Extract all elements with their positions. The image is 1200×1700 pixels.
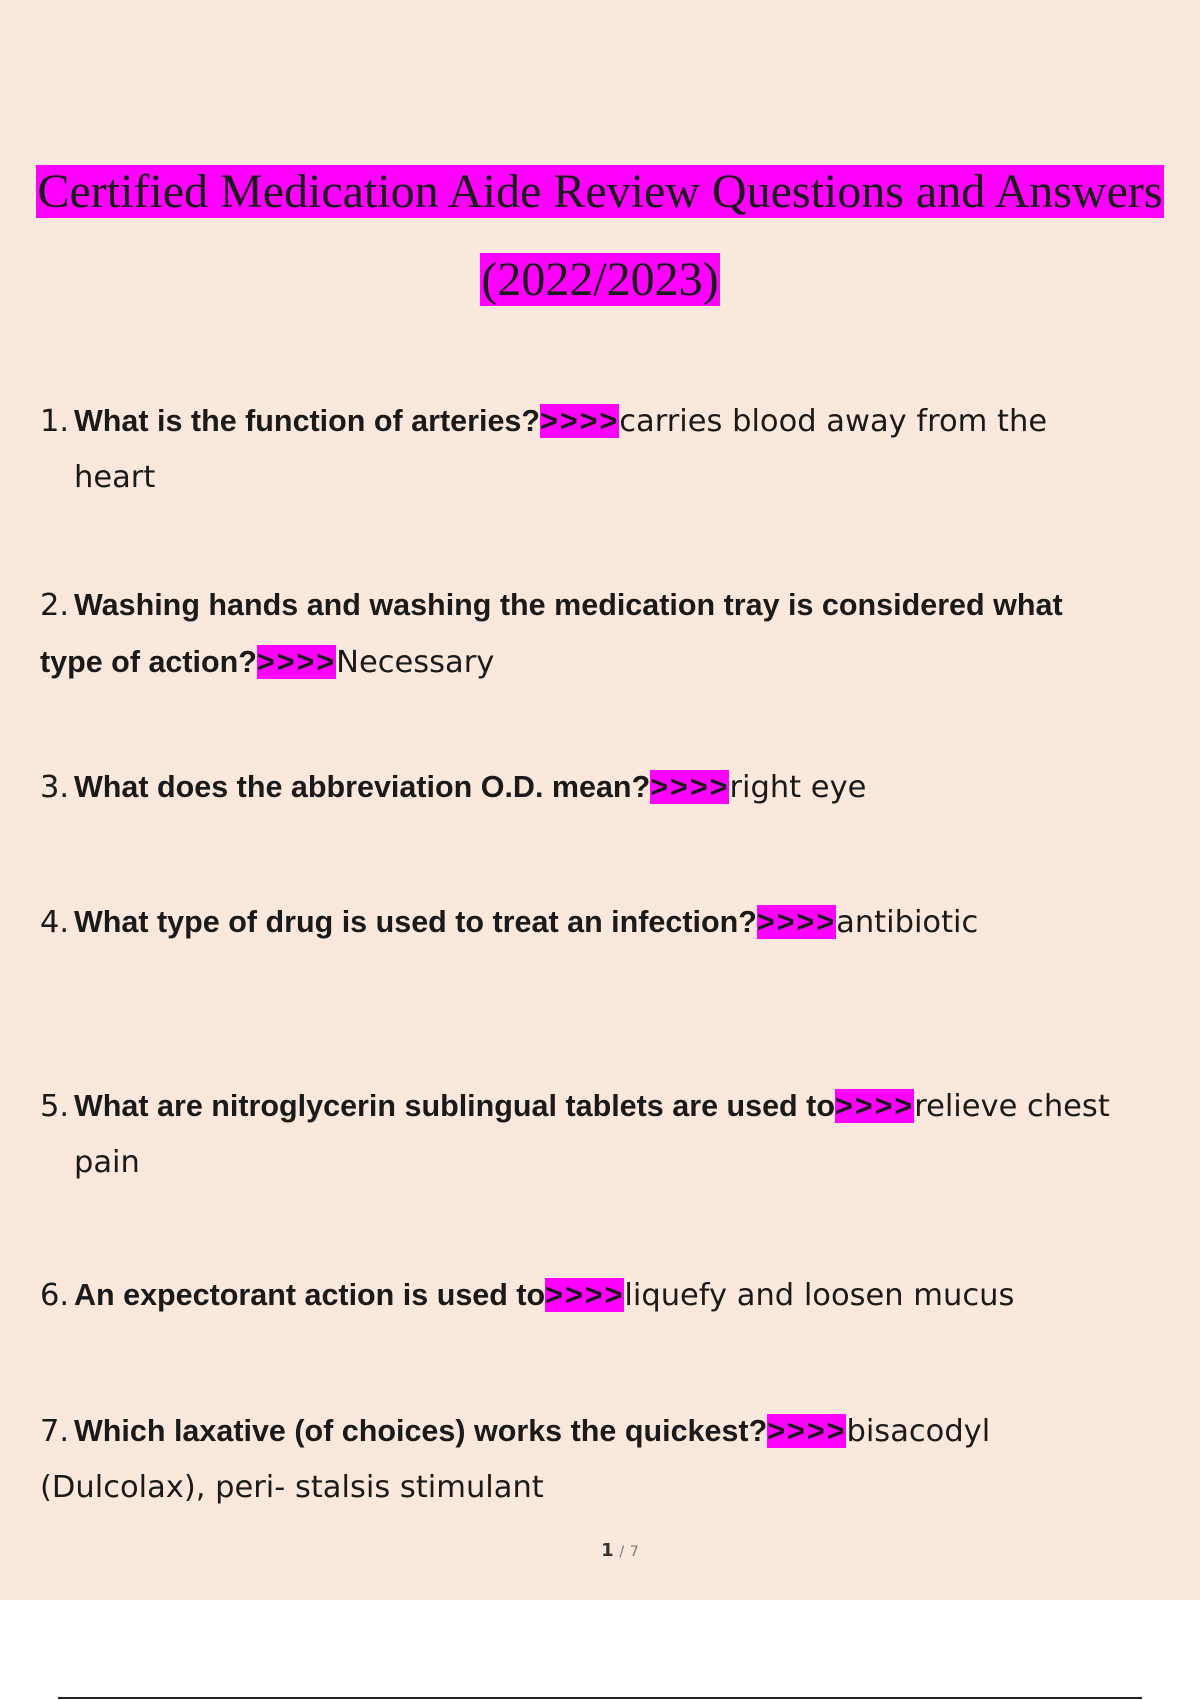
question-text: Washing hands and washing the medication tray is considered what	[74, 588, 1063, 622]
answer-separator: >>>>	[650, 770, 730, 804]
answer-text: antibiotic	[836, 905, 979, 940]
question-item-6	[40, 1267, 1190, 1324]
question-text-continued: type of action?	[40, 645, 257, 679]
document-title	[0, 148, 1200, 324]
question-text: What are nitroglycerin sublingual tablets are used to	[74, 1089, 835, 1123]
question-number: 1.	[40, 404, 70, 439]
answer-separator: >>>>	[756, 905, 837, 939]
title-line-2: (2022/2023)	[481, 253, 719, 306]
answer-text: relieve chest	[914, 1089, 1110, 1124]
answer-text: right eye	[729, 770, 867, 805]
answer-text-continued: pain	[74, 1145, 140, 1180]
question-text: What type of drug is used to treat an infection?	[74, 905, 757, 939]
answer-separator: >>>>	[540, 404, 620, 438]
question-item-5	[40, 1078, 1190, 1191]
answer-text: carries blood away from the	[619, 404, 1048, 439]
answer-separator: >>>>	[545, 1278, 625, 1312]
question-item-2	[40, 577, 1190, 691]
question-text: What is the function of arteries?	[74, 404, 541, 438]
page-indicator	[0, 1540, 1200, 1561]
question-item-7	[40, 1403, 1190, 1516]
question-number: 6.	[40, 1278, 70, 1313]
page-separator: /	[619, 1544, 625, 1560]
question-text: Which laxative (of choices) works the quickest?	[74, 1414, 768, 1448]
answer-text: bisacodyl	[846, 1414, 991, 1449]
question-number: 3.	[40, 770, 70, 805]
question-number: 4.	[40, 905, 70, 940]
question-number: 7.	[40, 1414, 70, 1449]
answer-text-continued: (Dulcolax), peri- stalsis stimulant	[40, 1470, 544, 1505]
question-number: 5.	[40, 1089, 70, 1124]
bottom-divider	[58, 1697, 1142, 1699]
answer-separator: >>>>	[767, 1414, 847, 1448]
question-item-4	[40, 894, 1190, 951]
question-item-3	[40, 759, 1190, 816]
question-number: 2.	[40, 588, 70, 623]
current-page-number: 1	[601, 1540, 614, 1561]
total-pages: 7	[629, 1544, 639, 1560]
answer-text-continued: heart	[74, 460, 156, 495]
answer-text: Necessary	[336, 645, 495, 680]
title-line-1: Certified Medication Aide Review Questions and Answers	[37, 165, 1163, 218]
question-item-1	[40, 393, 1190, 506]
question-text: An expectorant action is used to	[74, 1278, 546, 1312]
question-text: What does the abbreviation O.D. mean?	[74, 770, 651, 804]
answer-separator: >>>>	[256, 645, 337, 679]
answer-text: liquefy and loosen mucus	[624, 1278, 1015, 1313]
answer-separator: >>>>	[834, 1089, 915, 1123]
